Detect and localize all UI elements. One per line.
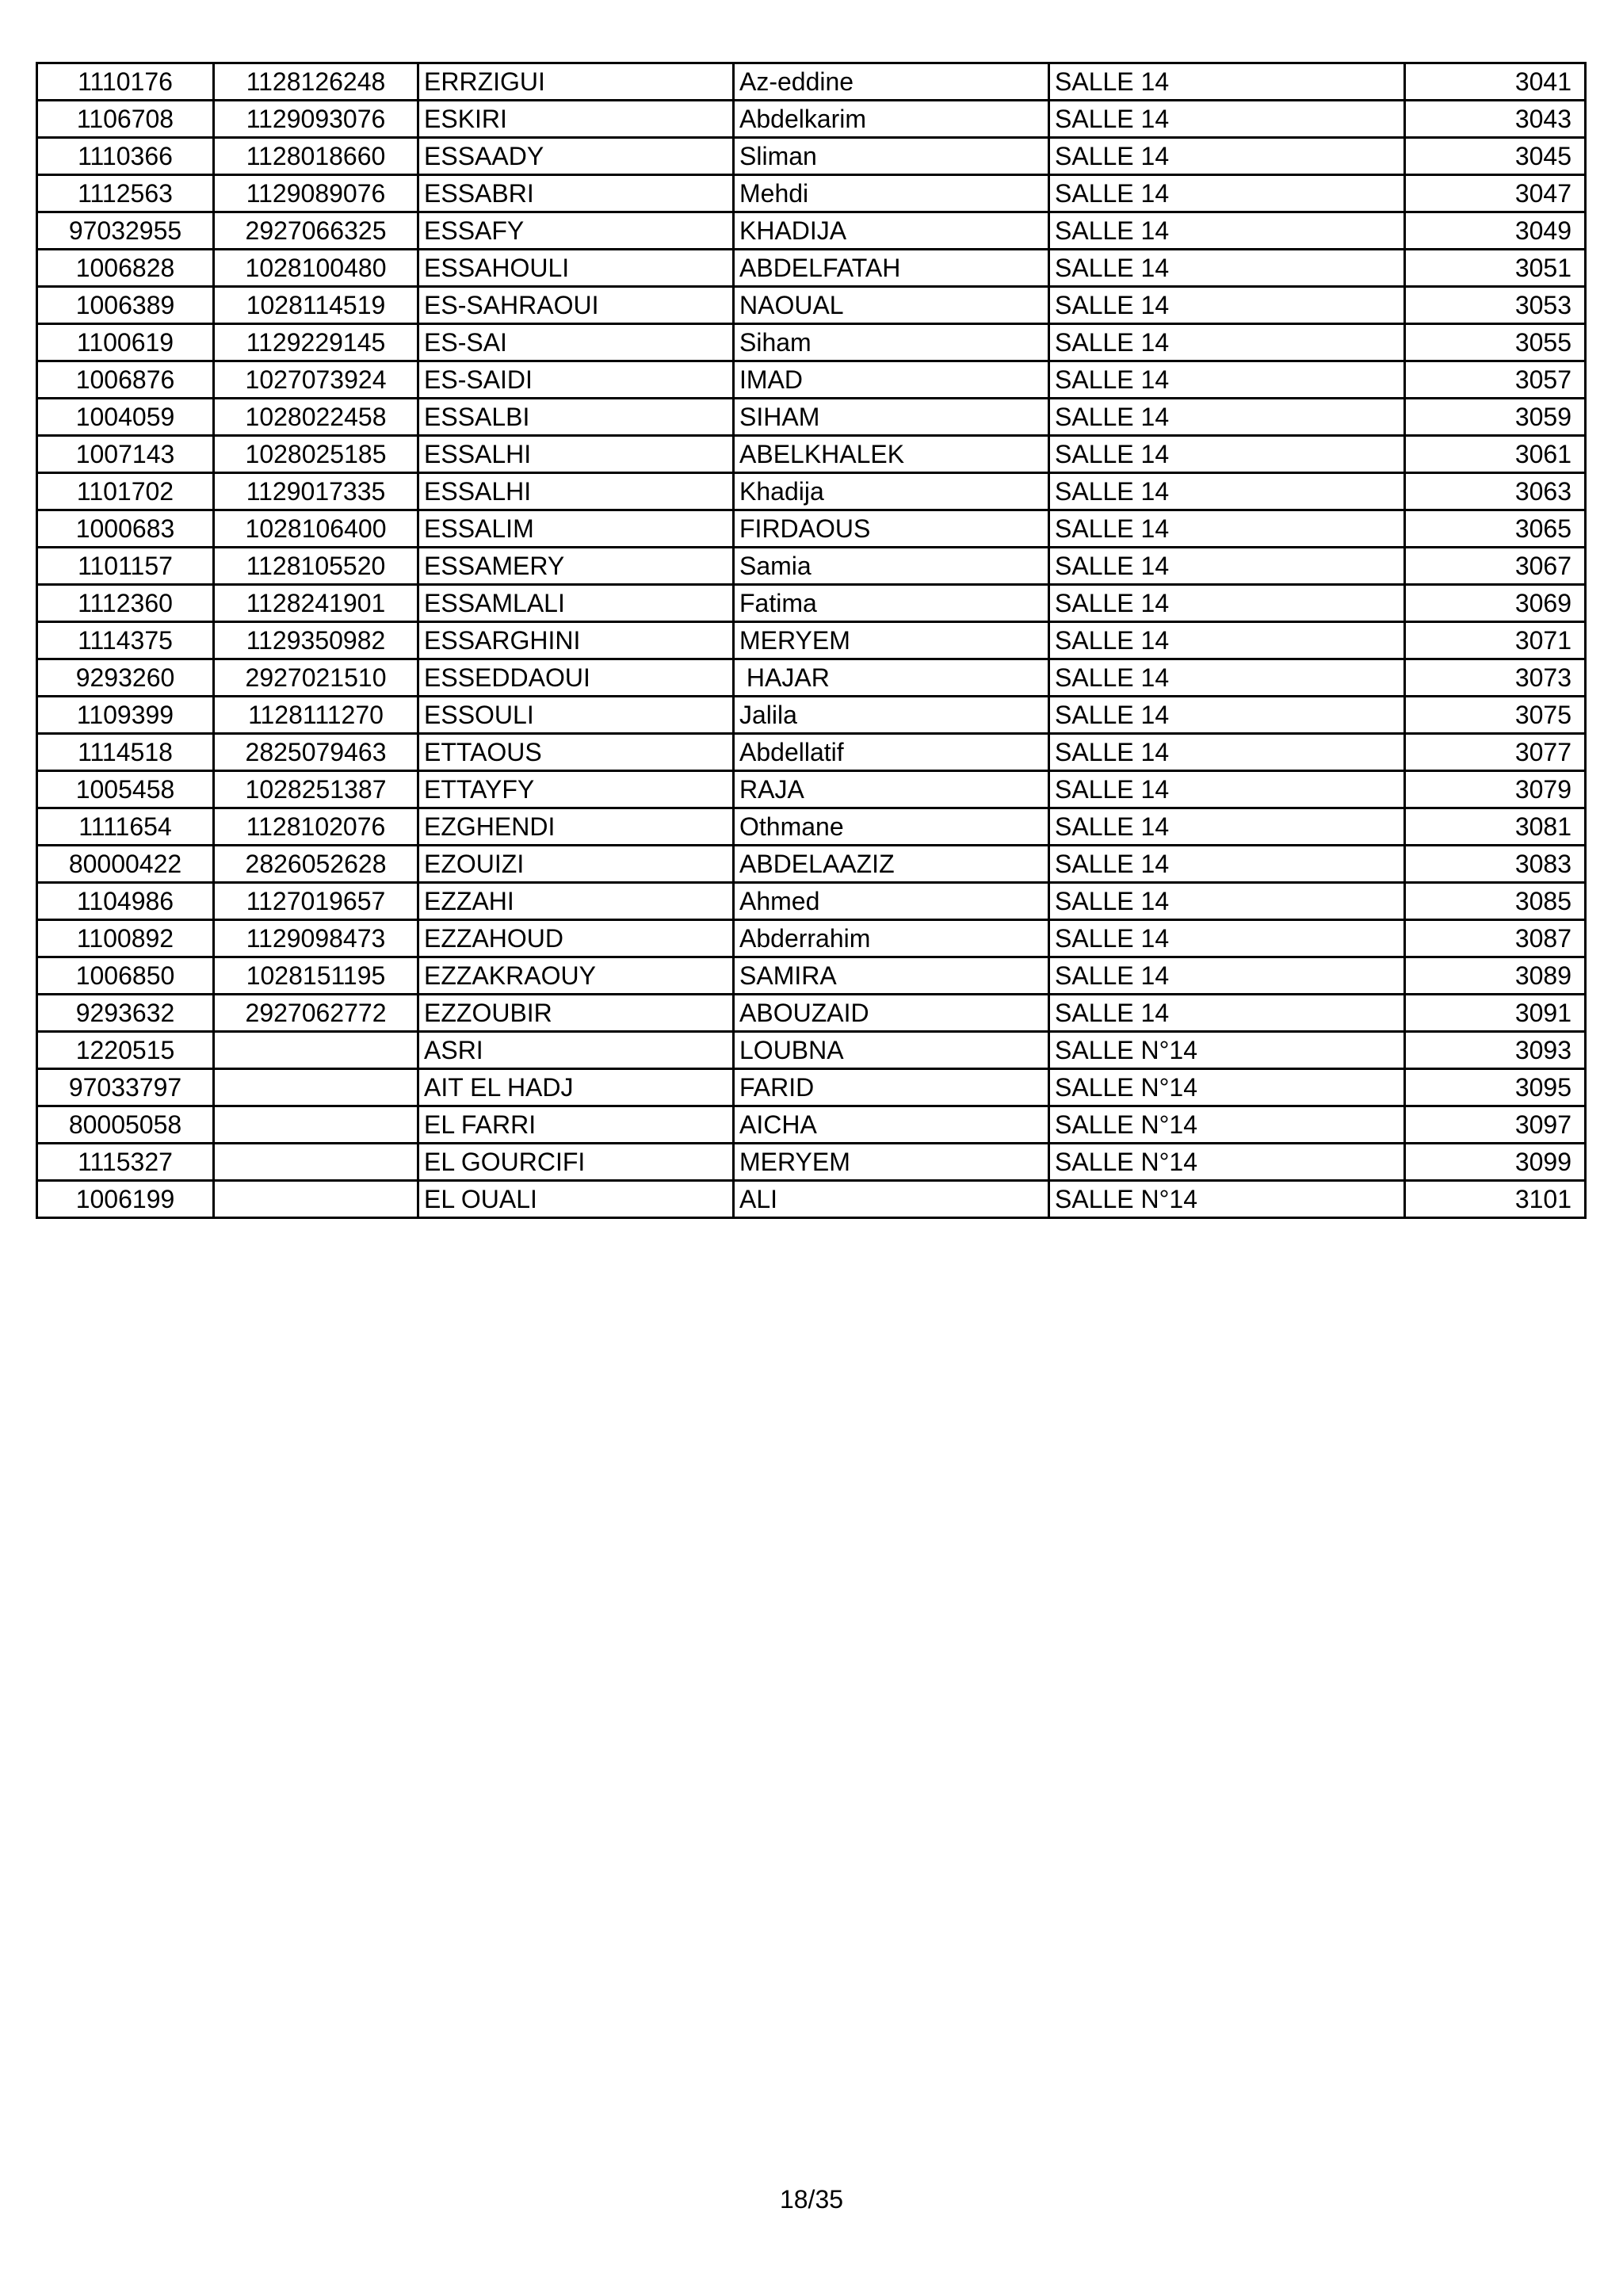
id-cell: 80005058 (37, 1106, 214, 1144)
room-cell: SALLE 14 (1049, 548, 1405, 585)
table-row (37, 1144, 1586, 1181)
table-row (37, 175, 1586, 212)
number-cell: 3075 (1405, 697, 1586, 734)
lastname-cell: ES-SAHRAOUI (418, 287, 734, 324)
room-cell: SALLE 14 (1049, 697, 1405, 734)
firstname-cell: MERYEM (734, 622, 1049, 659)
firstname-cell: Abdellatif (734, 734, 1049, 771)
firstname-cell: AICHA (734, 1106, 1049, 1144)
code-cell: 1028022458 (214, 399, 418, 436)
id-cell: 1115327 (37, 1144, 214, 1181)
table-row (37, 361, 1586, 399)
number-cell: 3065 (1405, 510, 1586, 548)
table-row (37, 771, 1586, 808)
room-cell: SALLE 14 (1049, 250, 1405, 287)
code-cell: 1028114519 (214, 287, 418, 324)
code-cell: 1128102076 (214, 808, 418, 846)
room-cell: SALLE 14 (1049, 808, 1405, 846)
room-cell: SALLE 14 (1049, 920, 1405, 957)
firstname-cell: ABDELFATAH (734, 250, 1049, 287)
lastname-cell: EZZAHOUD (418, 920, 734, 957)
id-cell: 9293260 (37, 659, 214, 697)
id-cell: 1101702 (37, 473, 214, 510)
table-row (37, 138, 1586, 175)
table-row (37, 399, 1586, 436)
room-cell: SALLE N°14 (1049, 1032, 1405, 1069)
table-row (37, 473, 1586, 510)
id-cell: 1000683 (37, 510, 214, 548)
firstname-cell: ALI (734, 1181, 1049, 1218)
number-cell: 3099 (1405, 1144, 1586, 1181)
code-cell: 1028151195 (214, 957, 418, 995)
number-cell: 3041 (1405, 63, 1586, 101)
firstname-cell: Az-eddine (734, 63, 1049, 101)
code-cell: 1129093076 (214, 101, 418, 138)
code-cell: 1028025185 (214, 436, 418, 473)
lastname-cell: EL GOURCIFI (418, 1144, 734, 1181)
room-cell: SALLE N°14 (1049, 1106, 1405, 1144)
room-cell: SALLE 14 (1049, 436, 1405, 473)
code-cell: 1027073924 (214, 361, 418, 399)
firstname-cell: Ahmed (734, 883, 1049, 920)
id-cell: 1110176 (37, 63, 214, 101)
firstname-cell: Abderrahim (734, 920, 1049, 957)
number-cell: 3077 (1405, 734, 1586, 771)
number-cell: 3051 (1405, 250, 1586, 287)
id-cell: 1106708 (37, 101, 214, 138)
room-cell: SALLE 14 (1049, 473, 1405, 510)
number-cell: 3085 (1405, 883, 1586, 920)
number-cell: 3055 (1405, 324, 1586, 361)
lastname-cell: ESSAHOULI (418, 250, 734, 287)
id-cell: 1114375 (37, 622, 214, 659)
table-row (37, 510, 1586, 548)
number-cell: 3057 (1405, 361, 1586, 399)
room-cell: SALLE 14 (1049, 659, 1405, 697)
number-cell: 3079 (1405, 771, 1586, 808)
lastname-cell: ESSALIM (418, 510, 734, 548)
table-row (37, 324, 1586, 361)
number-cell: 3089 (1405, 957, 1586, 995)
room-cell: SALLE 14 (1049, 212, 1405, 250)
firstname-cell: HAJAR (734, 659, 1049, 697)
room-cell: SALLE 14 (1049, 175, 1405, 212)
room-cell: SALLE 14 (1049, 771, 1405, 808)
number-cell: 3061 (1405, 436, 1586, 473)
room-cell: SALLE N°14 (1049, 1181, 1405, 1218)
lastname-cell: EZZOUBIR (418, 995, 734, 1032)
number-cell: 3063 (1405, 473, 1586, 510)
code-cell: 2826052628 (214, 846, 418, 883)
table-row (37, 920, 1586, 957)
lastname-cell: ES-SAI (418, 324, 734, 361)
candidate-table-body (37, 63, 1586, 1218)
lastname-cell: ERRZIGUI (418, 63, 734, 101)
code-cell: 1128105520 (214, 548, 418, 585)
code-cell: 1129350982 (214, 622, 418, 659)
room-cell: SALLE 14 (1049, 63, 1405, 101)
id-cell: 1006850 (37, 957, 214, 995)
lastname-cell: EZGHENDI (418, 808, 734, 846)
firstname-cell: ABOUZAID (734, 995, 1049, 1032)
table-row (37, 287, 1586, 324)
id-cell: 97033797 (37, 1069, 214, 1106)
number-cell: 3087 (1405, 920, 1586, 957)
id-cell: 80000422 (37, 846, 214, 883)
firstname-cell: SIHAM (734, 399, 1049, 436)
lastname-cell: EZZAKRAOUY (418, 957, 734, 995)
id-cell: 1100892 (37, 920, 214, 957)
table-row (37, 883, 1586, 920)
id-cell: 1112360 (37, 585, 214, 622)
lastname-cell: ESSARGHINI (418, 622, 734, 659)
code-cell: 2927021510 (214, 659, 418, 697)
code-cell: 1128126248 (214, 63, 418, 101)
lastname-cell: ESSALBI (418, 399, 734, 436)
number-cell: 3073 (1405, 659, 1586, 697)
id-cell: 1220515 (37, 1032, 214, 1069)
lastname-cell: ETTAOUS (418, 734, 734, 771)
id-cell: 1112563 (37, 175, 214, 212)
number-cell: 3095 (1405, 1069, 1586, 1106)
room-cell: SALLE N°14 (1049, 1144, 1405, 1181)
code-cell (214, 1106, 418, 1144)
lastname-cell: EZZAHI (418, 883, 734, 920)
table-row (37, 436, 1586, 473)
room-cell: SALLE 14 (1049, 361, 1405, 399)
table-row (37, 250, 1586, 287)
lastname-cell: ESSAMLALI (418, 585, 734, 622)
code-cell: 1028100480 (214, 250, 418, 287)
table-row (37, 659, 1586, 697)
code-cell: 1129229145 (214, 324, 418, 361)
table-row (37, 1106, 1586, 1144)
code-cell: 1128241901 (214, 585, 418, 622)
number-cell: 3101 (1405, 1181, 1586, 1218)
firstname-cell: FARID (734, 1069, 1049, 1106)
room-cell: SALLE 14 (1049, 957, 1405, 995)
firstname-cell: Sliman (734, 138, 1049, 175)
table-row (37, 585, 1586, 622)
room-cell: SALLE 14 (1049, 734, 1405, 771)
lastname-cell: EZOUIZI (418, 846, 734, 883)
lastname-cell: EL OUALI (418, 1181, 734, 1218)
lastname-cell: ESSOULI (418, 697, 734, 734)
id-cell: 1004059 (37, 399, 214, 436)
number-cell: 3069 (1405, 585, 1586, 622)
lastname-cell: ASRI (418, 1032, 734, 1069)
table-row (37, 734, 1586, 771)
lastname-cell: EL FARRI (418, 1106, 734, 1144)
firstname-cell: LOUBNA (734, 1032, 1049, 1069)
code-cell (214, 1069, 418, 1106)
code-cell: 1129017335 (214, 473, 418, 510)
id-cell: 1005458 (37, 771, 214, 808)
room-cell: SALLE 14 (1049, 101, 1405, 138)
id-cell: 1006876 (37, 361, 214, 399)
lastname-cell: ESSAFY (418, 212, 734, 250)
firstname-cell: ABDELAAZIZ (734, 846, 1049, 883)
number-cell: 3071 (1405, 622, 1586, 659)
id-cell: 1114518 (37, 734, 214, 771)
firstname-cell: FIRDAOUS (734, 510, 1049, 548)
table-row (37, 1069, 1586, 1106)
id-cell: 1006199 (37, 1181, 214, 1218)
room-cell: SALLE 14 (1049, 883, 1405, 920)
lastname-cell: ESSALHI (418, 473, 734, 510)
lastname-cell: ESSEDDAOUI (418, 659, 734, 697)
code-cell: 1128111270 (214, 697, 418, 734)
id-cell: 1109399 (37, 697, 214, 734)
table-row (37, 995, 1586, 1032)
code-cell (214, 1032, 418, 1069)
firstname-cell: MERYEM (734, 1144, 1049, 1181)
room-cell: SALLE N°14 (1049, 1069, 1405, 1106)
code-cell: 1028106400 (214, 510, 418, 548)
number-cell: 3081 (1405, 808, 1586, 846)
page-number: 18/35 (779, 2185, 844, 2214)
lastname-cell: ESKIRI (418, 101, 734, 138)
firstname-cell: NAOUAL (734, 287, 1049, 324)
code-cell: 1129098473 (214, 920, 418, 957)
code-cell (214, 1181, 418, 1218)
lastname-cell: ETTAYFY (418, 771, 734, 808)
firstname-cell: KHADIJA (734, 212, 1049, 250)
firstname-cell: Siham (734, 324, 1049, 361)
table-row (37, 548, 1586, 585)
number-cell: 3059 (1405, 399, 1586, 436)
id-cell: 1007143 (37, 436, 214, 473)
code-cell: 1128018660 (214, 138, 418, 175)
firstname-cell: SAMIRA (734, 957, 1049, 995)
code-cell (214, 1144, 418, 1181)
lastname-cell: ESSABRI (418, 175, 734, 212)
lastname-cell: ESSALHI (418, 436, 734, 473)
id-cell: 1110366 (37, 138, 214, 175)
lastname-cell: ES-SAIDI (418, 361, 734, 399)
number-cell: 3049 (1405, 212, 1586, 250)
code-cell: 1028251387 (214, 771, 418, 808)
room-cell: SALLE 14 (1049, 510, 1405, 548)
id-cell: 1111654 (37, 808, 214, 846)
firstname-cell: Fatima (734, 585, 1049, 622)
lastname-cell: ESSAADY (418, 138, 734, 175)
table-row (37, 1181, 1586, 1218)
code-cell: 1129089076 (214, 175, 418, 212)
id-cell: 1101157 (37, 548, 214, 585)
room-cell: SALLE 14 (1049, 622, 1405, 659)
firstname-cell: Samia (734, 548, 1049, 585)
number-cell: 3047 (1405, 175, 1586, 212)
number-cell: 3097 (1405, 1106, 1586, 1144)
table-row (37, 846, 1586, 883)
number-cell: 3043 (1405, 101, 1586, 138)
id-cell: 1104986 (37, 883, 214, 920)
table-row (37, 212, 1586, 250)
lastname-cell: AIT EL HADJ (418, 1069, 734, 1106)
room-cell: SALLE 14 (1049, 399, 1405, 436)
candidate-table (36, 62, 1587, 1219)
code-cell: 1127019657 (214, 883, 418, 920)
table-row (37, 101, 1586, 138)
firstname-cell: Mehdi (734, 175, 1049, 212)
room-cell: SALLE 14 (1049, 287, 1405, 324)
firstname-cell: Othmane (734, 808, 1049, 846)
id-cell: 1006828 (37, 250, 214, 287)
room-cell: SALLE 14 (1049, 995, 1405, 1032)
firstname-cell: Jalila (734, 697, 1049, 734)
number-cell: 3067 (1405, 548, 1586, 585)
id-cell: 97032955 (37, 212, 214, 250)
code-cell: 2927066325 (214, 212, 418, 250)
table-row (37, 63, 1586, 101)
number-cell: 3083 (1405, 846, 1586, 883)
room-cell: SALLE 14 (1049, 324, 1405, 361)
lastname-cell: ESSAMERY (418, 548, 734, 585)
firstname-cell: IMAD (734, 361, 1049, 399)
firstname-cell: Abdelkarim (734, 101, 1049, 138)
room-cell: SALLE 14 (1049, 846, 1405, 883)
number-cell: 3093 (1405, 1032, 1586, 1069)
number-cell: 3053 (1405, 287, 1586, 324)
code-cell: 2927062772 (214, 995, 418, 1032)
number-cell: 3045 (1405, 138, 1586, 175)
firstname-cell: RAJA (734, 771, 1049, 808)
table-row (37, 697, 1586, 734)
table-row (37, 957, 1586, 995)
table-row (37, 1032, 1586, 1069)
table-row (37, 622, 1586, 659)
room-cell: SALLE 14 (1049, 138, 1405, 175)
number-cell: 3091 (1405, 995, 1586, 1032)
table-row (37, 808, 1586, 846)
firstname-cell: ABELKHALEK (734, 436, 1049, 473)
id-cell: 1100619 (37, 324, 214, 361)
room-cell: SALLE 14 (1049, 585, 1405, 622)
code-cell: 2825079463 (214, 734, 418, 771)
firstname-cell: Khadija (734, 473, 1049, 510)
id-cell: 9293632 (37, 995, 214, 1032)
id-cell: 1006389 (37, 287, 214, 324)
